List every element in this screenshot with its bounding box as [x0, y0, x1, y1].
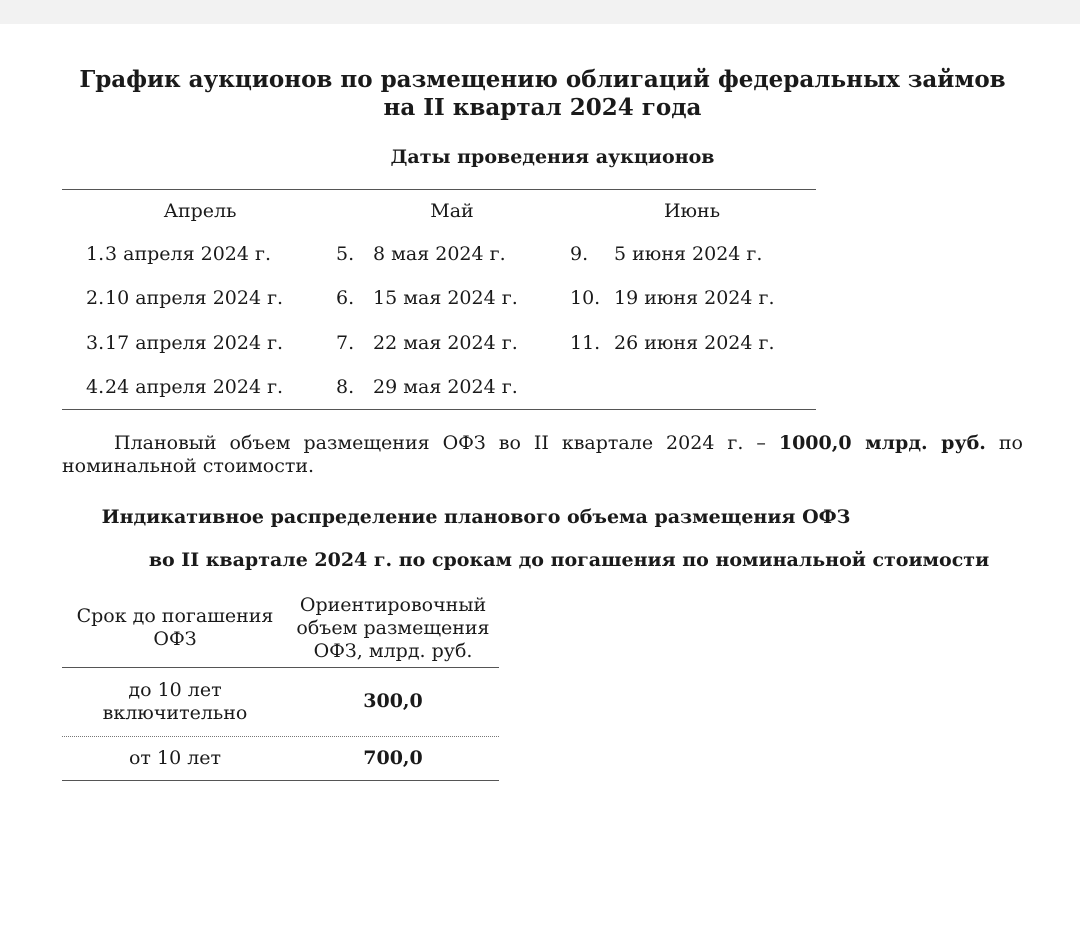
auction-number: 6. [336, 287, 355, 309]
document-title: График аукционов по размещению облигаций федеральных займов на II квартал 2024 года [79, 66, 1006, 121]
auction-number: 8. [336, 376, 355, 398]
auction-date: 8 мая 2024 г. [373, 243, 506, 265]
auction-number: 3. [86, 332, 105, 354]
distribution-heading-2: во II квартале 2024 г. по срокам до погашения по номинальной стоимости [148, 549, 990, 571]
auction-date: 29 мая 2024 г. [373, 376, 518, 398]
distribution-heading-1: Индикативное распределение планового объема размещения ОФЗ [101, 506, 851, 528]
auction-date: 5 июня 2024 г. [614, 243, 763, 265]
auction-date: 19 июня 2024 г. [614, 287, 775, 309]
table-bottom-rule [62, 780, 499, 781]
row-volume: 300,0 [363, 690, 423, 712]
auction-date: 17 апреля 2024 г. [105, 332, 284, 354]
dates-heading: Даты проведения аукционов [390, 146, 715, 168]
auction-number: 2. [86, 287, 105, 309]
column-header-volume: Ориентировочный объем размещения ОФЗ, млрд. руб. [296, 594, 490, 662]
paragraph-text: Плановый объем размещения ОФЗ во II квартале 2024 г. – [114, 432, 779, 454]
month-header-may: Май [430, 200, 474, 222]
auction-date: 15 мая 2024 г. [373, 287, 518, 309]
auction-number: 7. [336, 332, 355, 354]
auction-number: 4. [86, 376, 105, 398]
table-bottom-rule [62, 409, 816, 410]
auction-number: 10. [570, 287, 601, 309]
auction-date: 3 апреля 2024 г. [105, 243, 272, 265]
paragraph-text-end: по номинальной стоимости. [62, 432, 1023, 477]
auction-number: 5. [336, 243, 355, 265]
auction-date: 10 апреля 2024 г. [105, 287, 284, 309]
column-header-term: Срок до погашения ОФЗ [76, 605, 274, 650]
row-term: до 10 лет включительно [102, 679, 248, 724]
row-term: от 10 лет [128, 747, 222, 769]
auction-number: 9. [570, 243, 589, 265]
table-top-rule [62, 189, 816, 190]
auction-number: 1. [86, 243, 105, 265]
auction-date: 26 июня 2024 г. [614, 332, 775, 354]
month-header-june: Июнь [663, 200, 721, 222]
row-separator [62, 736, 499, 737]
row-volume: 700,0 [363, 747, 423, 769]
auction-date: 22 мая 2024 г. [373, 332, 518, 354]
planned-volume-paragraph [62, 432, 1023, 478]
table-header-rule [62, 667, 499, 668]
planned-volume-value: 1000,0 млрд. руб. [778, 432, 986, 454]
auction-date: 24 апреля 2024 г. [105, 376, 284, 398]
auction-number: 11. [570, 332, 601, 354]
top-bar [0, 0, 1080, 24]
month-header-april: Апрель [163, 200, 237, 222]
